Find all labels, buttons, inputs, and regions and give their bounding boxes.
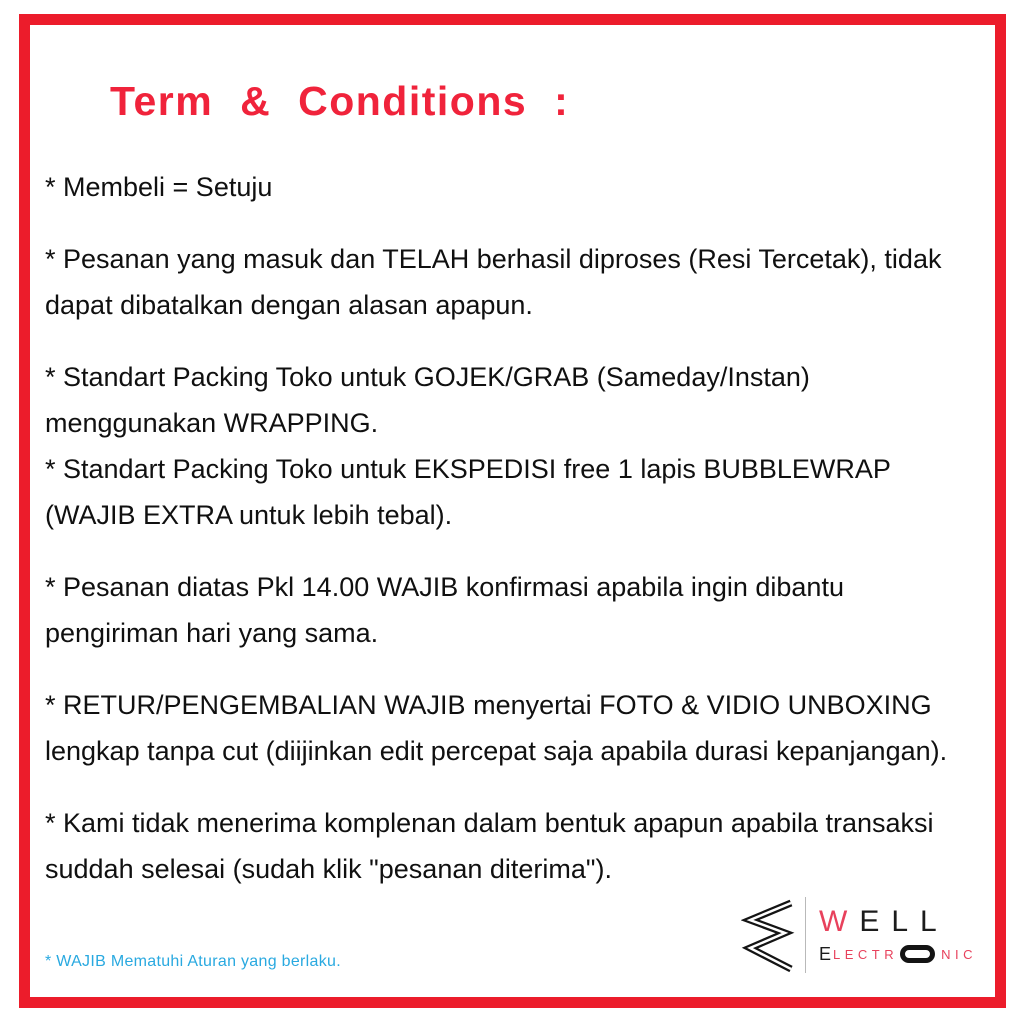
terms-list [45,164,995,918]
logo-letter-e: E [819,943,834,964]
logo-letters-nic: NIC [941,946,978,962]
terms-line: menggunakan WRAPPING. [45,408,379,438]
terms-line: * Kami tidak menerima komplenan dalam bentuk apapun apabila transaksi [45,808,934,838]
terms-line: pengiriman hari yang sama. [45,618,379,648]
logo-letter-w: W [819,904,860,938]
terms-paragraph [45,236,995,328]
terms-paragraph [45,564,995,656]
terms-line: * RETUR/PENGEMBALIAN WAJIB menyertai FOTO & VIDIO UNBOXING [45,690,932,720]
terms-line: * Membeli = Setuju [45,172,273,202]
footer-note: * WAJIB Mematuhi Aturan yang berlaku. [45,953,341,970]
terms-line: * Pesanan yang masuk dan TELAH berhasil diproses (Resi Tercetak), tidak [45,244,942,274]
logo-letters-lectr: LECTR [833,946,899,962]
logo-divider [805,897,806,973]
page-title: Term & Conditions : [110,78,570,124]
terms-paragraph [45,354,995,538]
terms-line: * Standart Packing Toko untuk GOJEK/GRAB (Sameday/Instan) [45,362,810,392]
logo-text [819,906,977,965]
terms-paragraph [45,682,995,774]
letter-o-pill-icon [900,945,935,963]
terms-paragraph [45,164,995,210]
terms-line: suddah selesai (sudah klik "pesanan diterima"). [45,854,612,884]
terms-line: (WAJIB EXTRA untuk lebih tebal). [45,500,453,530]
terms-line: * Pesanan diatas Pkl 14.00 WAJIB konfirmasi apabila ingin dibantu [45,572,844,602]
logo-wordmark-electronic [819,944,977,965]
terms-line: dapat dibatalkan dengan alasan apapun. [45,290,533,320]
logo-letters-ell: ELL [859,904,949,938]
logo-wordmark-well [819,906,977,938]
well-electronic-logo [741,896,977,974]
zigzag-monogram-icon [741,896,797,974]
terms-paragraph [45,800,995,892]
terms-line: lengkap tanpa cut (diijinkan edit percepat saja apabila durasi kepanjangan). [45,736,948,766]
terms-line: * Standart Packing Toko untuk EKSPEDISI free 1 lapis BUBBLEWRAP [45,454,891,484]
